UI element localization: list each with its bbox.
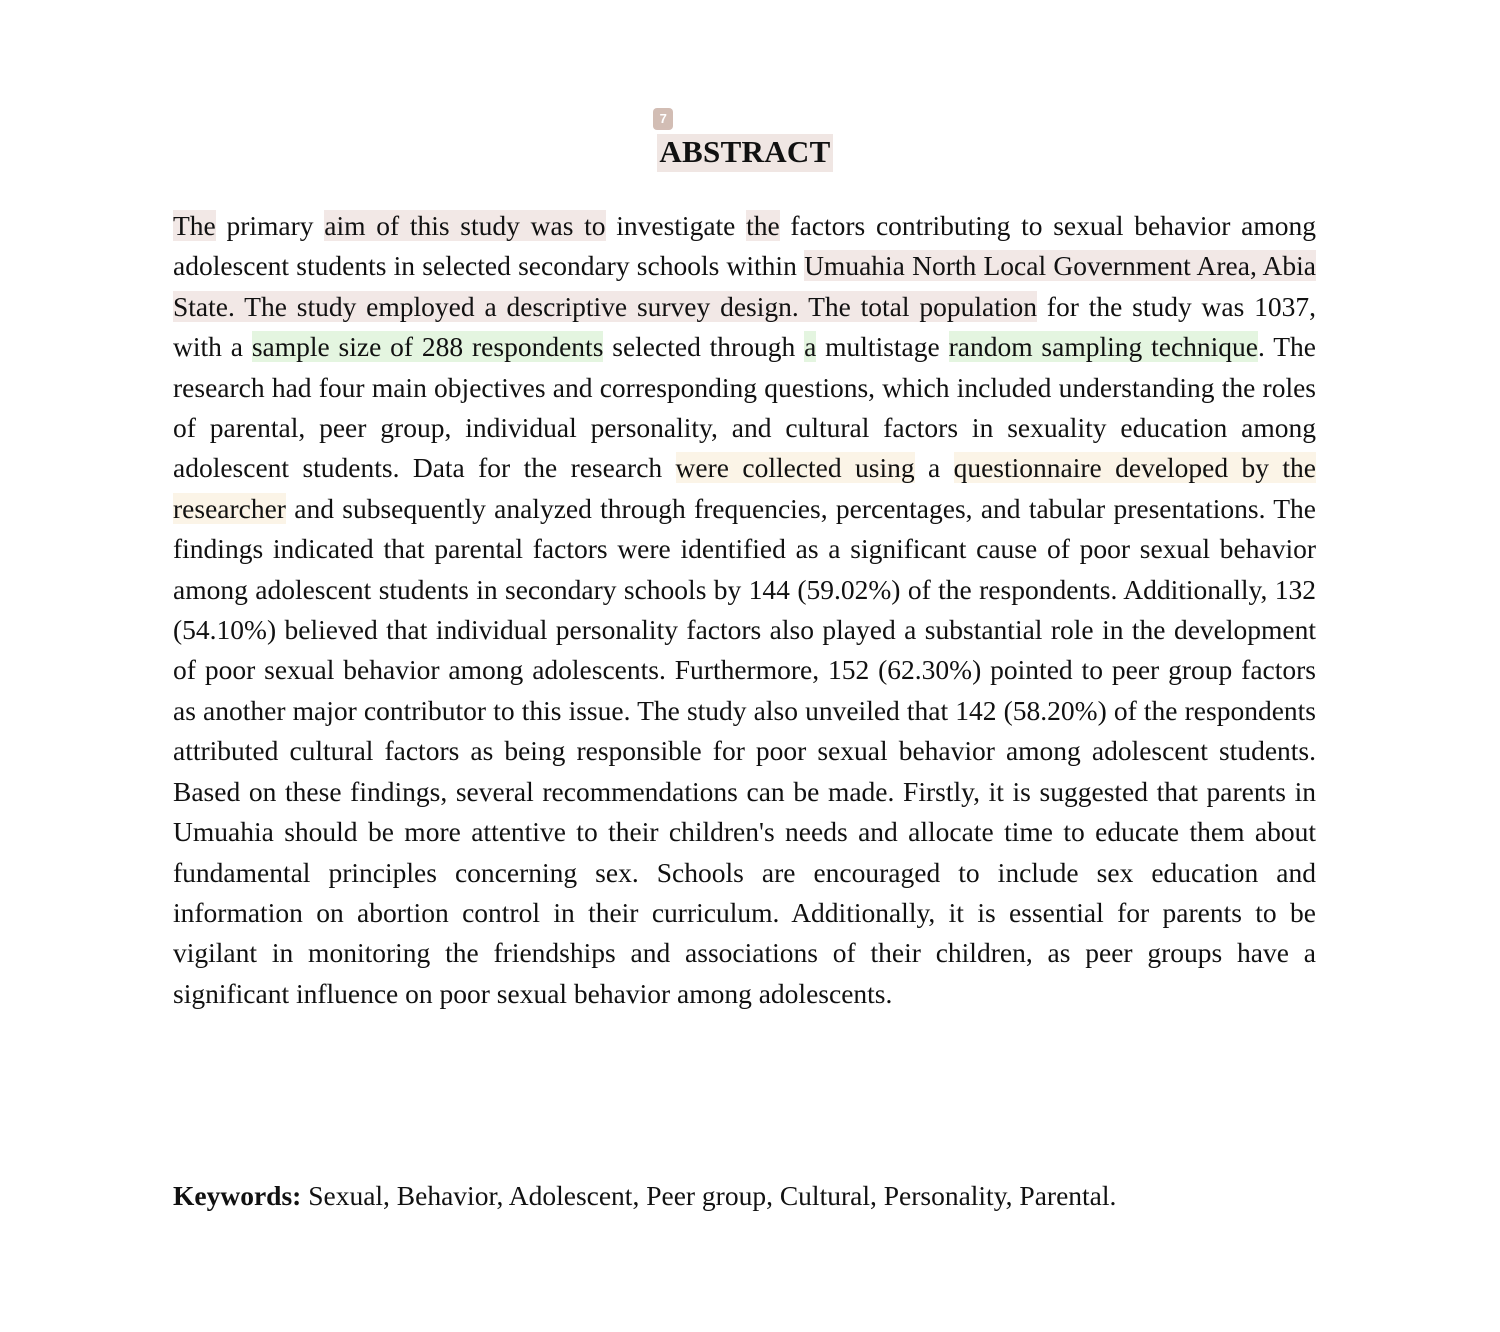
abstract-title [657, 111, 832, 172]
abstract-segment: The [173, 210, 216, 241]
abstract-paragraph [173, 206, 1316, 1014]
title-container [0, 111, 1490, 172]
abstract-segment: selected through [603, 331, 805, 363]
abstract-segment: sample size of 288 respondents [251, 331, 604, 363]
keywords-line [173, 1176, 1316, 1216]
abstract-segment: random sampling technique [948, 331, 1259, 363]
abstract-segment: Umuahia North Local Government Area, Abia State. The study employed a descriptive survey design. The total population [173, 250, 1316, 322]
annotation-marker: 7 [653, 108, 673, 130]
abstract-segment: for the study was 1037, with a [173, 290, 1316, 363]
abstract-segment: and subsequently analyzed through frequencies, percentages, and tabular presentations. The findings indicated that parental factors were identified as a significant cause of poor sexual behavior among adolescent students in secondary schools by 144 (59.02%) of the respondents. Additionally, 132 (54.10%) believed that individual personality factors also played a substantial role in the development of poor sexual behavior among adolescents. Furthermore, 152 (62.30%) pointed to peer group factors as another major contributor to this issue. The study also unveiled that 142 (58.20%) of the respondents attributed cultural factors as being responsible for poor sexual behavior among adolescent students. Based on these findings, several recommendations can be made. Firstly, it is suggested that parents in Umuahia should be more attentive to their children's needs and allocate time to educate them about fundamental principles concerning sex. Schools are encouraged to include sex education and information on abortion control in their curriculum. Additionally, it is essential for parents to be vigilant in monitoring the friendships and associations of their children, as peer groups have a significant influence on poor sexual behavior among adolescents. [173, 492, 1316, 1009]
abstract-segment: were collected using [675, 452, 915, 484]
abstract-segment: . The research had four main objectives and corresponding questions, which included understanding the roles of parental, peer group, individual personality, and cultural factors in sexuality education among adolescent students. Data for the research [173, 331, 1317, 484]
abstract-segment: primary [215, 210, 325, 241]
abstract-segment: multistage [816, 331, 949, 363]
abstract-title-text: ABSTRACT [659, 134, 831, 169]
abstract-segment: a [914, 452, 954, 484]
abstract-segment: factors contributing to sexual behavior among adolescent students in selected secondary schools within [173, 210, 1316, 282]
abstract-segment: aim of this study was to [324, 210, 606, 241]
abstract-segment: a [804, 331, 817, 363]
abstract-segment: investigate [605, 210, 747, 241]
keywords-list: Sexual, Behavior, Adolescent, Peer group, Cultural, Personality, Parental. [301, 1180, 1117, 1211]
abstract-segment: questionnaire developed by the researcher [173, 452, 1316, 524]
keywords-label: Keywords: [173, 1180, 302, 1211]
abstract-segment: the [746, 210, 780, 241]
